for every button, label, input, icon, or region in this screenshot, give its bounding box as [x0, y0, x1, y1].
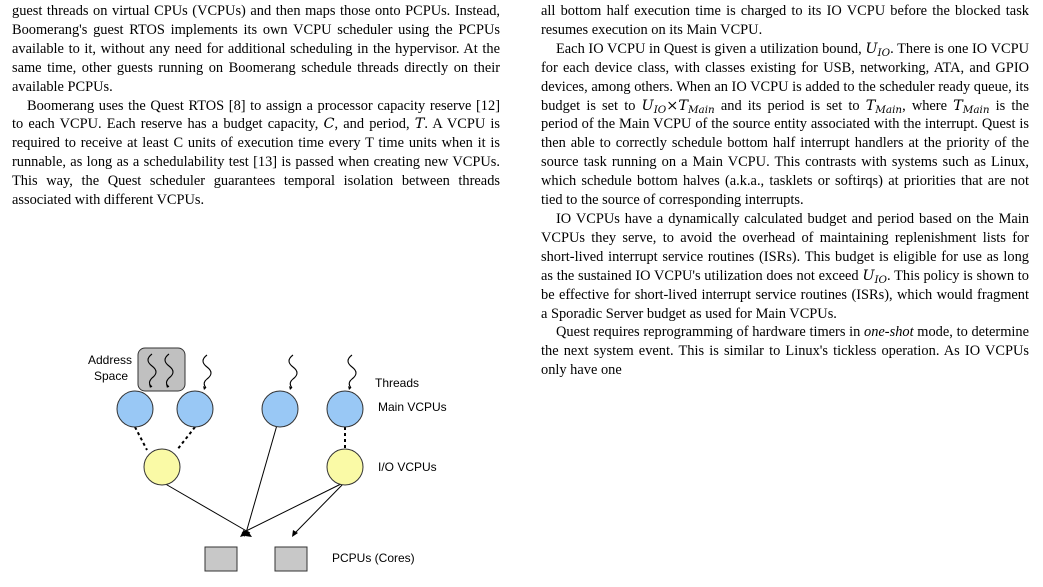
label-address-space: Space	[93, 369, 128, 383]
label-threads: Threads	[375, 376, 420, 390]
vcpu-architecture-figure	[30, 347, 510, 587]
pcpu-core	[275, 547, 307, 571]
thread-icon	[348, 355, 356, 388]
label-pcpus: PCPUs (Cores)	[332, 551, 415, 565]
io-vcpu	[327, 449, 363, 485]
address-space-box	[138, 348, 185, 391]
paragraph: Each IO VCPU in Quest is given a utilization bound, $U_{IO}$. There is one IO VCPU for each device class, with classes existing for USB, networking, ATA, and GPIO devices, among others. When an IO VCPU is added to the scheduler ready queue, its budget is set to $U_{IO}\times T_{Main}$ and its period is set to $T_{Main}$, where $T_{Main}$ is the period of the Main VCPU of the source entity associated with the interrupt. Quest is then able to correctly schedule bottom half interrupt handlers at the priority of the source task running on a Main VCPU. This contrasts with systems such as Linux, which schedule bottom halves (a.k.a., tasklets or softirqs) at priorities that are not tied to the source of corresponding interrupts.	[541, 40, 1030, 209]
io-vcpu	[144, 449, 180, 485]
paragraph: all bottom half execution time is charged to its IO VCPU before the blocked task resumes execution on its Main VCPU.	[541, 3, 1029, 38]
label-address-space: Address	[87, 353, 132, 367]
main-vcpu	[327, 391, 363, 427]
right-column	[541, 2, 1029, 380]
label-io-vcpus: I/O VCPUs	[378, 460, 437, 474]
main-vcpu	[262, 391, 298, 427]
paragraph: IO VCPUs have a dynamically calculated budget and period based on the Main VCPUs they serve, to avoid the overhead of maintaining replenishment lists for short-lived interrupt service routines (ISRs). This budget is eligible for use as long as the sustained IO VCPU's utilization does not exceed $U_{IO}$. This policy is shown to be effective for short-lived interrupt service routines (ISRs), which would fragment a Sporadic Server budget as used for Main VCPUs.	[541, 210, 1029, 322]
main-vcpu	[177, 391, 213, 427]
left-column	[12, 2, 500, 210]
main-vcpu	[117, 391, 153, 427]
pcpu-core	[205, 547, 237, 571]
label-main-vcpus: Main VCPUs	[378, 400, 447, 414]
thread-icon	[203, 355, 211, 388]
thread-icon	[289, 355, 297, 388]
paragraph: guest threads on virtual CPUs (VCPUs) and then maps those onto PCPUs. Instead, Boomerang's guest RTOS implements its own VCPU scheduler using the PCPUs available to it, without any need for additional scheduling in the hypervisor. At the same time, other guests running on Boomerang schedule threads directly on their available PCPUs.	[12, 3, 500, 95]
paragraph: Boomerang uses the Quest RTOS [8] to assign a processor capacity reserve [12] to each VCPU. Each reserve has a budget capacity, C, and period, T. A VCPU is required to receive at least C units of execution time every T time units when it is runnable, as long as a schedulability test [13] is passed when creating new VCPUs. This way, the Quest scheduler guarantees temporal isolation between threads associated with different VCPUs.	[12, 97, 501, 209]
paragraph: Quest requires reprogramming of hardware timers in one-shot mode, to determine the next system event. This is similar to Linux's tickless operation. As IO VCPUs only have one	[541, 324, 1029, 379]
